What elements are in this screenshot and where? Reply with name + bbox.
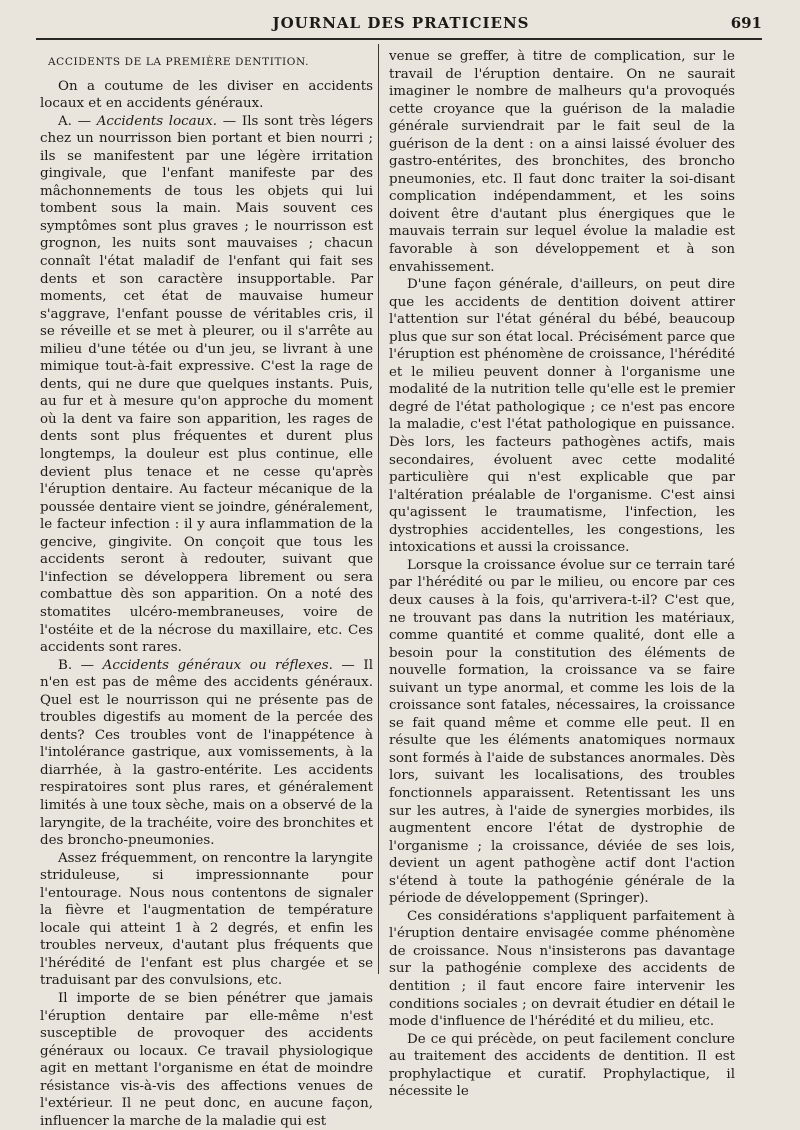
paragraph: On a coutume de les diviser en accidents locaux et en accidents généraux. [40,78,373,112]
paragraph-text: — Ils sont très légers chez un nourrisson bien portant et bien nourri ; ils se manifestent par une légère irritation gingivale, que l'enfant manifeste par des mâchonnements de tous les objets qui lui tombent sous la main. Mais souvent ces symptômes sont plus graves ; le nourrisson est grognon, les nuits sont mauvaises ; chacun connaît l'état maladif de l'enfant qui fait ses dents et son caractère insupportable. Par moments, cet état de mauvaise humeur s'aggrave, l'enfant pousse de véritables cris, il se réveille et se met à pleurer, ou il s'arrête au milieu d'une tétée ou d'un jeu, se livrant à une mimique tout-à-fait expressive. C'est la rage de dents, qui ne dure que quelques instants. Puis, au fur et à mesure qu'on approche du moment où la dent va faire son apparition, les rages de dents sont plus fréquentes et durent plus longtemps, la douleur est plus continue, elle devient plus tenace et ne cesse qu'après l'éruption dentaire. Au facteur mécanique de la poussée dentaire vient se joindre, généralement, le facteur infection : il y aura inflammation de la gencive, gingivite. On conçoit que tous les accidents seront à redouter, suivant que l'infection se développera librement ou sera combattue dès son apparition. On a noté des stomatites ulcéro-membraneuses, voire de l'ostéite et de la nécrose du maxillaire, etc. Ces accidents sont rares. [40,113,373,656]
journal-title: JOURNAL DES PRATICIENS [272,14,530,32]
header-rule [36,38,762,40]
paragraph: Lorsque la croissance évolue sur ce terrain taré par l'hérédité ou par le milieu, ou encore par ces deux causes à la fois, qu'arrivera-t-il? C'est que, ne trouvant pas dans la nutrition les matériaux, comme quantité et comme qualité, dont elle a besoin pour la constitution des éléments de nouvelle formation, la croissance va se faire suivant un type anormal, et comme les lois de la croissance sont fatales, nécessaires, la croissance se fait quand même et comme elle peut. Il en résulte que les éléments anatomiques normaux sont formés à l'aide de substances anormales. Dès lors, suivant les localisations, des troubles fonctionnels apparaissent. Retentissant les uns sur les autres, à l'aide de synergies morbides, ils augmentent encore l'état de dystrophie de l'organisme ; la croissance, déviée de ses lois, devient un agent pathogène actif dont l'action s'étend à toute la pathogénie générale de la période de développement (Springer). [389,557,735,907]
paragraph-local-accidents [40,113,373,657]
paragraph: Ces considérations s'appliquent parfaitement à l'éruption dentaire envisagée comme phénomène de croissance. Nous n'insisterons pas davantage sur la pathogénie complexe des accidents de dentition ; il faut encore faire intervenir les conditions sociales ; on devrait étudier en détail le mode d'influence de l'hérédité et du milieu, etc. [389,908,735,1030]
subsection-title: Accidents locaux. [96,113,218,129]
subsection-label: A. — [58,113,97,129]
paragraph: Assez fréquemment, on rencontre la laryngite striduleuse, si impressionnante pour l'entourage. Nous nous contentons de signaler la fièvre et l'augmentation de température locale qui atteint 1 à 2 degrés, et enfin les troubles nerveux, d'autant plus fréquents que l'hérédité de l'enfant est plus chargée et se traduisant par des convulsions, etc. [40,850,373,989]
page-number: 691 [730,14,762,32]
paragraph: Il importe de se bien pénétrer que jamais l'éruption dentaire par elle-même n'est susceptible de provoquer des accidents généraux ou locaux. Ce travail physiologique agit en mettant l'organisme en état de moindre résistance vis-à-vis des affections venues de l'extérieur. Il ne peut donc, en aucune façon, influencer la marche de la maladie qui est [40,990,373,1129]
running-header [40,10,762,36]
subsection-title: Accidents généraux ou réflexes. [102,657,333,673]
right-column [389,48,735,1101]
paragraph-general-accidents [40,657,373,850]
left-column [40,48,373,1130]
paragraph: De ce qui précède, on peut facilement conclure au traitement des accidents de dentition. Il est prophylactique et curatif. Prophylactique, il nécessite le [389,1031,735,1100]
paragraph: venue se greffer, à titre de complication, sur le travail de l'éruption dentaire. On ne saurait imaginer le nombre de malheurs qu'a provoqués cette croyance que la guérison de la maladie générale surviendrait par le fait seul de la guérison de la dent : on a ainsi laissé évoluer des gastro-entérites, des bronchites, des broncho pneumonies, etc. Il faut donc traiter la soi-disant complication indépendamment, et les soins doivent être d'autant plus énergiques que le mauvais terrain sur lequel évolue la maladie est favorable à son développement et à son envahissement. [389,49,735,275]
paragraph: D'une façon générale, d'ailleurs, on peut dire que les accidents de dentition doivent attirer l'attention sur l'état général du bébé, beaucoup plus que sur son état local. Précisément parce que l'éruption est phénomène de croissance, l'hérédité et le milieu peuvent donner à l'organisme une modalité de la nutrition telle qu'elle est le premier degré de l'état pathologique ; ce n'est pas encore la maladie, c'est l'état pathologique en puissance. Dès lors, les facteurs pathogènes actifs, mais secondaires, évoluent avec cette modalité particulière qui n'est explicable que par l'altération préalable de l'organisme. C'est ainsi qu'agissent le traumatisme, l'infection, les dystrophies accidentelles, les congestions, les intoxications et aussi la croissance. [389,277,735,556]
column-divider [378,44,379,974]
subsection-label: B. — [58,657,103,673]
paragraph-text: — Il n'en est pas de même des accidents généraux. Quel est le nourrisson qui ne présente pas de troubles digestifs au moment de la percée des dents? Ces troubles vont de l'inappétence à l'intolérance gastrique, aux vomissements, à la diarrhée, à la gastro-entérite. Les accidents respiratoires sont plus rares, et généralement limités à une toux sèche, mais on a observé de la laryngite, de la trachéite, voire des bronchites et des broncho-pneumonies. [40,657,373,849]
section-heading: ACCIDENTS DE LA PREMIÈRE DENTITION. [48,56,310,68]
